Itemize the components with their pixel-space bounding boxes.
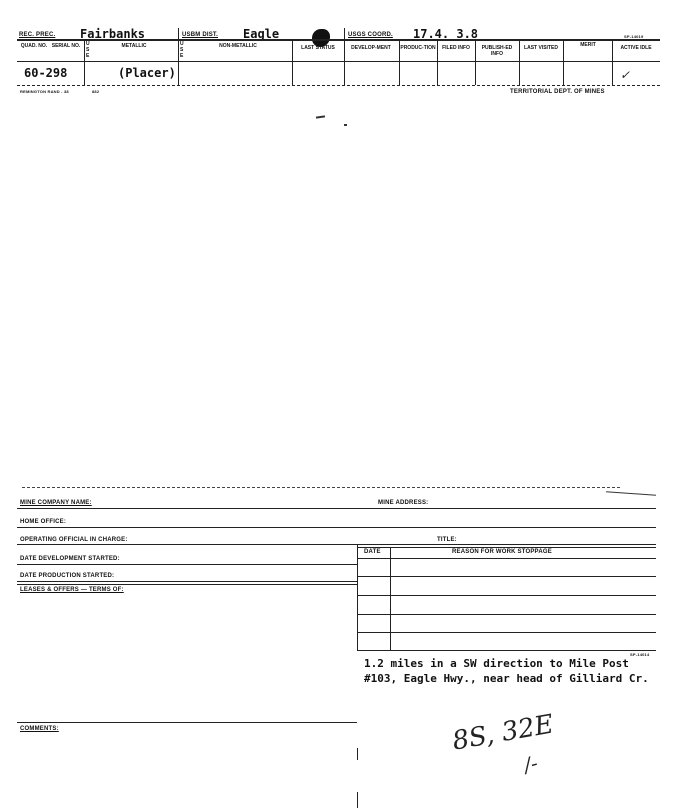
col-development: DEVELOP-MENT <box>351 45 391 51</box>
rule <box>17 508 656 509</box>
col-active-idle: ACTIVE IDLE <box>620 45 652 51</box>
operating-official-label: OPERATING OFFICIAL IN CHARGE: <box>20 537 128 543</box>
divider <box>357 792 358 808</box>
stray-mark <box>344 124 347 126</box>
usgs-coord-label: USGS COORD. <box>348 32 393 38</box>
divider <box>292 40 293 85</box>
rule <box>17 584 357 585</box>
rule <box>17 544 656 545</box>
printer-code: 882 <box>92 89 100 94</box>
home-office-label: HOME OFFICE: <box>20 519 67 525</box>
date-col-label: DATE <box>364 549 381 555</box>
rule <box>357 576 656 577</box>
divider <box>612 40 613 85</box>
card-cut-line <box>17 85 660 86</box>
divider <box>344 28 345 85</box>
col-use-left: U S E <box>86 41 90 59</box>
rule <box>17 564 357 565</box>
active-idle-mark: ✓ <box>620 68 631 82</box>
rec-prec-label: REC. PREC. <box>19 32 56 38</box>
date-development-label: DATE DEVELOPMENT STARTED: <box>20 556 120 562</box>
quad-serial-value: 60-298 <box>24 66 68 80</box>
rule <box>357 650 656 651</box>
form-number-bottom: SP-14014 <box>630 652 650 657</box>
reason-col-label: REASON FOR WORK STOPPAGE <box>452 549 552 555</box>
col-production: PRODUC-TION <box>400 45 436 51</box>
rule <box>357 547 656 548</box>
col-metallic: METALLIC <box>121 43 147 49</box>
stray-mark <box>316 115 325 118</box>
rule <box>357 595 656 596</box>
metallic-value: (Placer) <box>118 66 176 80</box>
col-use-right: U S E <box>180 41 184 59</box>
handwritten-mark: /- <box>521 750 541 778</box>
stray-stroke <box>606 491 656 495</box>
divider <box>390 547 391 650</box>
usbm-dist-value: Eagle <box>243 27 280 41</box>
col-non-metallic: NON-METALLIC <box>219 43 257 49</box>
title-label: TITLE: <box>437 537 457 543</box>
mine-address-label: MINE ADDRESS: <box>378 500 429 506</box>
rule <box>17 722 357 723</box>
rule <box>357 632 656 633</box>
rule <box>17 581 357 582</box>
date-production-label: DATE PRODUCTION STARTED: <box>20 573 115 579</box>
department-label: TERRITORIAL DEPT. OF MINES <box>510 89 605 95</box>
col-published-info: PUBLISH-ED INFO <box>481 45 513 57</box>
divider <box>357 545 358 650</box>
rule <box>357 614 656 615</box>
rec-prec-value: Fairbanks <box>80 27 146 41</box>
card-cut-line <box>22 487 620 488</box>
rule <box>17 527 656 528</box>
col-merit: MERIT <box>580 42 596 48</box>
form-number-top: SP-14019 <box>624 34 644 39</box>
printer-note: REMINGTON RAND - 38 <box>20 89 69 94</box>
col-last-status: LAST STATUS <box>301 45 335 51</box>
rule <box>357 558 656 559</box>
divider <box>357 748 358 760</box>
usbm-dist-label: USBM DIST. <box>182 32 219 38</box>
leases-label: LEASES & OFFERS — TERMS OF: <box>20 587 124 593</box>
comments-label: COMMENTS: <box>20 726 59 732</box>
divider <box>563 40 564 85</box>
col-filed-info: FILED INFO <box>442 45 470 51</box>
location-line-1: 1.2 miles in a SW direction to Mile Post <box>364 657 629 670</box>
divider <box>178 28 179 85</box>
divider <box>84 40 85 85</box>
usgs-coord-value: 17.4. 3.8 <box>413 27 479 41</box>
mine-company-name-label: MINE COMPANY NAME: <box>20 500 92 506</box>
col-quad-no: QUAD. NO. <box>20 43 48 49</box>
col-last-visited: LAST VISITED <box>524 45 558 51</box>
col-serial-no: SERIAL NO. <box>51 43 81 49</box>
location-line-2: #103, Eagle Hwy., near head of Gilliard Cr. <box>364 672 649 685</box>
handwritten-coords: 8S, 32E <box>450 709 556 757</box>
